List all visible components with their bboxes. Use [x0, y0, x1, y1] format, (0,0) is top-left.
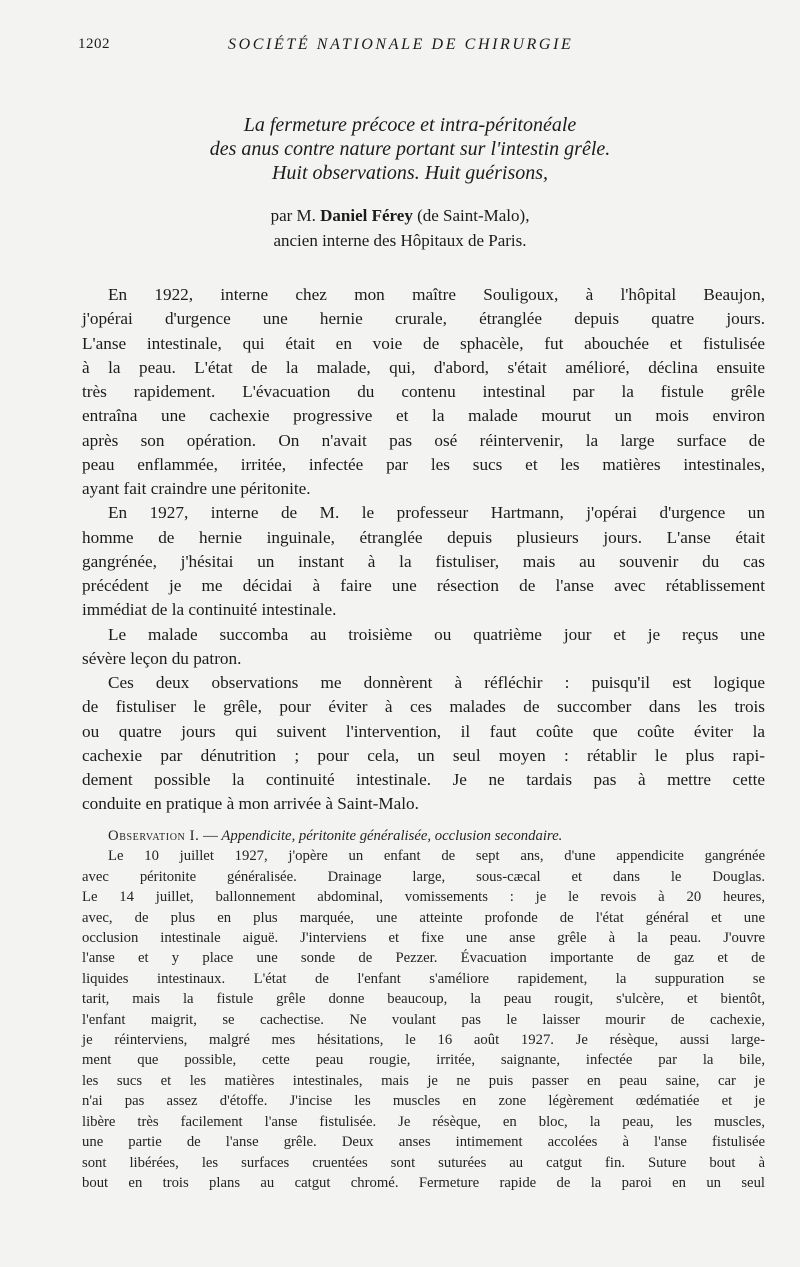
body-line: En 1927, interne de M. le professeur Hartmann, j'opérai d'urgence un — [108, 503, 765, 523]
observation-line: Le 10 juillet 1927, j'opère un enfant de sept ans, d'une appendicite gangrénée — [108, 848, 765, 865]
body-line: peau enflammée, irritée, infectée par les sucs et les matières intestinales, — [82, 454, 765, 474]
journal-name: SOCIÉTÉ NATIONALE DE CHIRURGIE — [228, 36, 574, 53]
observation-line: Le 14 juillet, ballonnement abdominal, vomissements : je le revois à 20 heures, — [82, 889, 765, 906]
observation-line: occlusion intestinale aiguë. J'interviens et fixe une anse grêle à la peau. J'ouvre — [82, 930, 765, 947]
body-line: L'anse intestinale, qui était en voie de sphacèle, fut abouchée et fistulisée — [82, 333, 765, 353]
body-line: Le malade succomba au troisième ou quatrième jour et je reçus une — [108, 624, 765, 644]
observation-line: sont libérées, les surfaces cruentées sont suturées au catgut fin. Suture bout à — [82, 1154, 765, 1171]
observation-line: avec, de plus en plus marquée, une atteinte profonde de l'état général et une — [82, 909, 765, 926]
body-line: très rapidement. L'évacuation du contenu intestinal par la fistule grêle — [82, 382, 765, 401]
observation-line: bout en trois plans au catgut chromé. Fermeture rapide de la paroi en un seul — [82, 1174, 765, 1191]
body-line: entraîna une cachexie progressive et la malade mourut un mois environ — [82, 406, 765, 426]
body-line: ou quatre jours qui suivent l'intervention, il faut coûte que coûte éviter la — [82, 721, 765, 741]
author-byline — [130, 203, 670, 253]
observation-line: les sucs et les matières intestinales, mais je ne puis passer en peau saine, car je — [82, 1072, 765, 1089]
observation-label: Observation I. — [108, 828, 200, 844]
author-affiliation: (de Saint-Malo), — [417, 206, 530, 225]
body-line: Ces deux observations me donnèrent à réfléchir : puisqu'il est logique — [108, 673, 765, 692]
running-head — [78, 36, 768, 60]
page-number: 1202 — [78, 36, 110, 52]
body-line: dement possible la continuité intestinale. Je ne tardais pas à mettre cette — [82, 770, 765, 789]
observation-line: avec péritonite généralisée. Drainage large, sous-cæcal et dans le Douglas. — [82, 868, 765, 885]
observation-title: Appendicite, péritonite généralisée, occlusion secondaire. — [221, 828, 563, 844]
observation-line: liquides intestinaux. L'état de l'enfant s'améliore rapidement, la suppuration se — [82, 970, 765, 987]
observation-line: une partie de l'anse grêle. Deux anses intimement accolées à l'anse fistulisée — [82, 1134, 765, 1151]
observation-heading — [82, 826, 765, 846]
observation-line: l'enfant maigrit, se cachectise. Ne voulant pas le laisser mourir de cachexie, — [82, 1011, 765, 1028]
article-title — [100, 113, 720, 185]
author-line — [130, 203, 670, 228]
body-line: homme de hernie inguinale, étranglée depuis plusieurs jours. L'anse était — [82, 527, 765, 547]
observation-line: je réinterviens, malgré mes hésitations, le 16 août 1927. Je résèque, aussi large- — [82, 1032, 765, 1049]
body-line: précédent je me décidai à faire une résection de l'anse avec rétablissement — [82, 576, 765, 595]
body-line: En 1922, interne chez mon maître Souligoux, à l'hôpital Beaujon, — [108, 285, 765, 304]
author-prefix: par M. — [270, 206, 316, 225]
body-line: ayant fait craindre une péritonite. — [82, 479, 311, 498]
title-line: Huit observations. Huit guérisons, — [271, 162, 549, 184]
body-line: immédiat de la continuité intestinale. — [82, 600, 337, 620]
observation-section — [82, 826, 765, 1193]
body-line: après son opération. On n'avait pas osé réintervenir, la large surface de — [82, 430, 765, 450]
observation-line: l'anse et y place une sonde de Pezzer. Évacuation importante de gaz et de — [82, 950, 765, 967]
observation-line: n'ai pas assez d'étoffe. J'incise les muscles en zone légèrement œdématiée et je — [82, 1093, 765, 1110]
body-line: sévère leçon du patron. — [82, 648, 242, 668]
body-line: cachexie par dénutrition ; pour cela, un seul moyen : rétablir le plus rapi- — [82, 745, 765, 765]
title-line: des anus contre nature portant sur l'intestin grêle. — [209, 138, 611, 160]
observation-line: libère très facilement l'anse fistulisée. Je résèque, en bloc, la peau, les muscles, — [82, 1113, 765, 1130]
body-line: conduite en pratique à mon arrivée à Saint-Malo. — [82, 794, 419, 814]
title-line: La fermeture précoce et intra-péritonéale — [243, 114, 577, 136]
article-body — [82, 283, 765, 817]
observation-dash: — — [203, 828, 218, 844]
observation-line: ment que possible, cette peau rougie, irritée, saignante, infectée par la bile, — [82, 1052, 765, 1069]
body-line: j'opérai d'urgence une hernie crurale, étranglée depuis quatre jours. — [82, 309, 765, 329]
body-line: gangrénée, j'hésitai un instant à la fistuliser, mais au souvenir du cas — [82, 551, 765, 571]
observation-line: tarit, mais la fistule grêle donne beaucoup, la peau rougit, s'ulcère, et bientôt, — [82, 991, 765, 1008]
body-line: de fistuliser le grêle, pour éviter à ces malades de succomber dans les trois — [82, 697, 765, 717]
author-name: Daniel Férey — [320, 206, 413, 225]
author-credentials: ancien interne des Hôpitaux de Paris. — [273, 231, 527, 250]
body-line: à la peau. L'état de la malade, qui, d'abord, s'était amélioré, déclina ensuite — [82, 357, 765, 377]
